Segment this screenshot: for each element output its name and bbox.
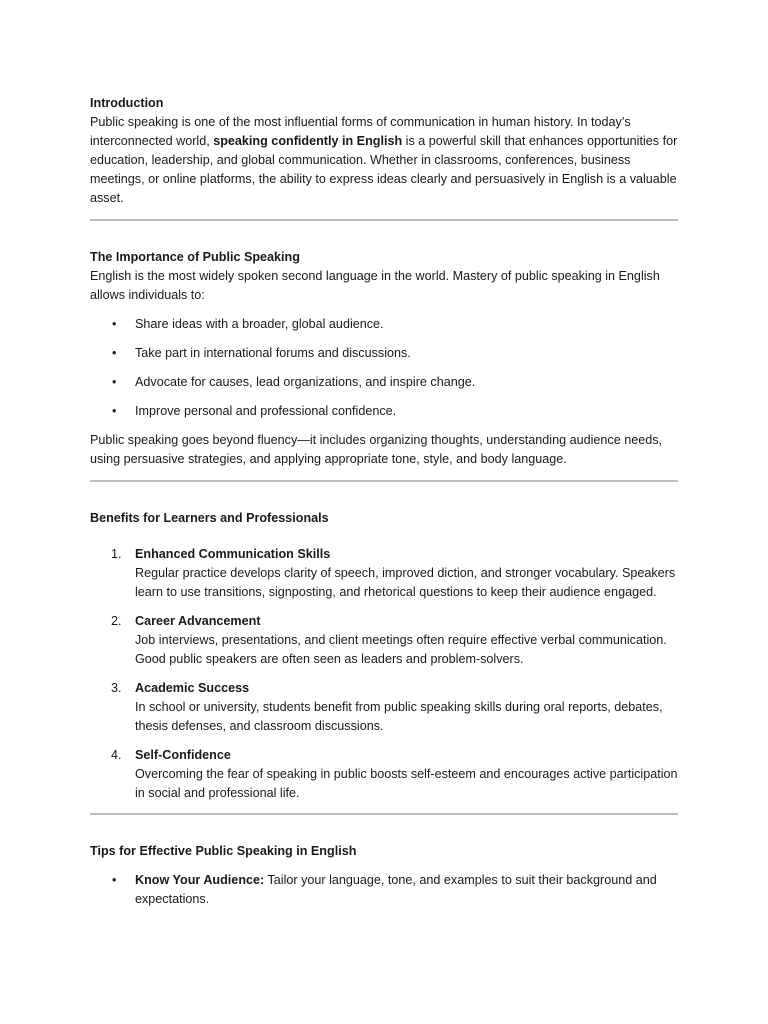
list-item xyxy=(90,344,678,363)
list-item-text: Take part in international forums and discussions. xyxy=(135,346,411,360)
benefits-section xyxy=(90,509,678,803)
list-number: 4. xyxy=(111,748,122,762)
tips-bullet-list xyxy=(90,871,678,909)
benefit-title: Self-Confidence xyxy=(135,748,231,762)
benefit-title: Enhanced Communication Skills xyxy=(135,547,331,561)
bullet-icon: • xyxy=(112,404,117,418)
bullet-icon: • xyxy=(112,317,117,331)
importance-section xyxy=(90,248,678,469)
tip-label: Know Your Audience: xyxy=(135,873,265,887)
list-item-text: Improve personal and professional confidence. xyxy=(135,404,397,418)
benefit-body: Overcoming the fear of speaking in public boosts self-esteem and encourages active participation in social and professional life. xyxy=(135,767,678,800)
introduction-heading: Introduction xyxy=(90,96,164,110)
importance-bullet-list xyxy=(90,315,678,421)
bullet-icon: • xyxy=(112,375,117,389)
list-item-text: Advocate for causes, lead organizations, and inspire change. xyxy=(135,375,476,389)
list-item xyxy=(90,315,678,334)
list-item xyxy=(90,402,678,421)
benefit-title: Career Advancement xyxy=(135,614,261,628)
bullet-icon: • xyxy=(112,346,117,360)
introduction-text-part1: Public speaking is one of the most influential forms of communication in human history. In today’s interconnected world, xyxy=(90,115,631,148)
section-divider xyxy=(90,480,678,482)
list-item xyxy=(90,871,678,909)
benefit-body: Regular practice develops clarity of speech, improved diction, and stronger vocabulary. Speakers learn to use transitions, signposting, and rhetorical questions to keep their audience engaged. xyxy=(135,566,676,599)
introduction-text-part2: is a powerful skill that enhances opportunities for education, leadership, and global communication. Whether in classrooms, conferences, business meetings, or online platforms, the ability to express ideas clearly and persuasively in English is a valuable asset. xyxy=(90,134,678,205)
list-item xyxy=(90,373,678,392)
tips-heading: Tips for Effective Public Speaking in English xyxy=(90,844,357,858)
introduction-section xyxy=(90,94,678,208)
importance-intro: English is the most widely spoken second language in the world. Mastery of public speaking in English allows individuals to: xyxy=(90,269,660,302)
introduction-text-bold: speaking confidently in English xyxy=(213,134,403,148)
introduction-paragraph xyxy=(90,113,678,208)
importance-closing: Public speaking goes beyond fluency—it includes organizing thoughts, understanding audience needs, using persuasive strategies, and applying appropriate tone, style, and body language. xyxy=(90,433,663,466)
importance-heading: The Importance of Public Speaking xyxy=(90,250,300,264)
benefit-body: Job interviews, presentations, and client meetings often require effective verbal communication. Good public speakers are often seen as leaders and problem-solvers. xyxy=(135,633,667,666)
section-divider xyxy=(90,219,678,221)
tip-text: Tailor your language, tone, and examples to suit their background and expectations. xyxy=(135,873,657,906)
section-divider xyxy=(90,813,678,815)
benefit-title: Academic Success xyxy=(135,681,250,695)
list-number: 2. xyxy=(111,614,122,628)
benefits-numbered-list xyxy=(90,545,678,803)
list-item xyxy=(90,746,678,803)
list-item xyxy=(90,679,678,736)
benefit-body: In school or university, students benefit from public speaking skills during oral reports, debates, thesis defenses, and classroom discussions. xyxy=(135,700,663,733)
list-number: 3. xyxy=(111,681,122,695)
list-number: 1. xyxy=(111,547,122,561)
tips-section xyxy=(90,842,678,909)
list-item xyxy=(90,612,678,669)
list-item-text: Share ideas with a broader, global audience. xyxy=(135,317,384,331)
benefits-heading: Benefits for Learners and Professionals xyxy=(90,511,329,525)
list-item xyxy=(90,545,678,602)
bullet-icon: • xyxy=(112,873,117,887)
